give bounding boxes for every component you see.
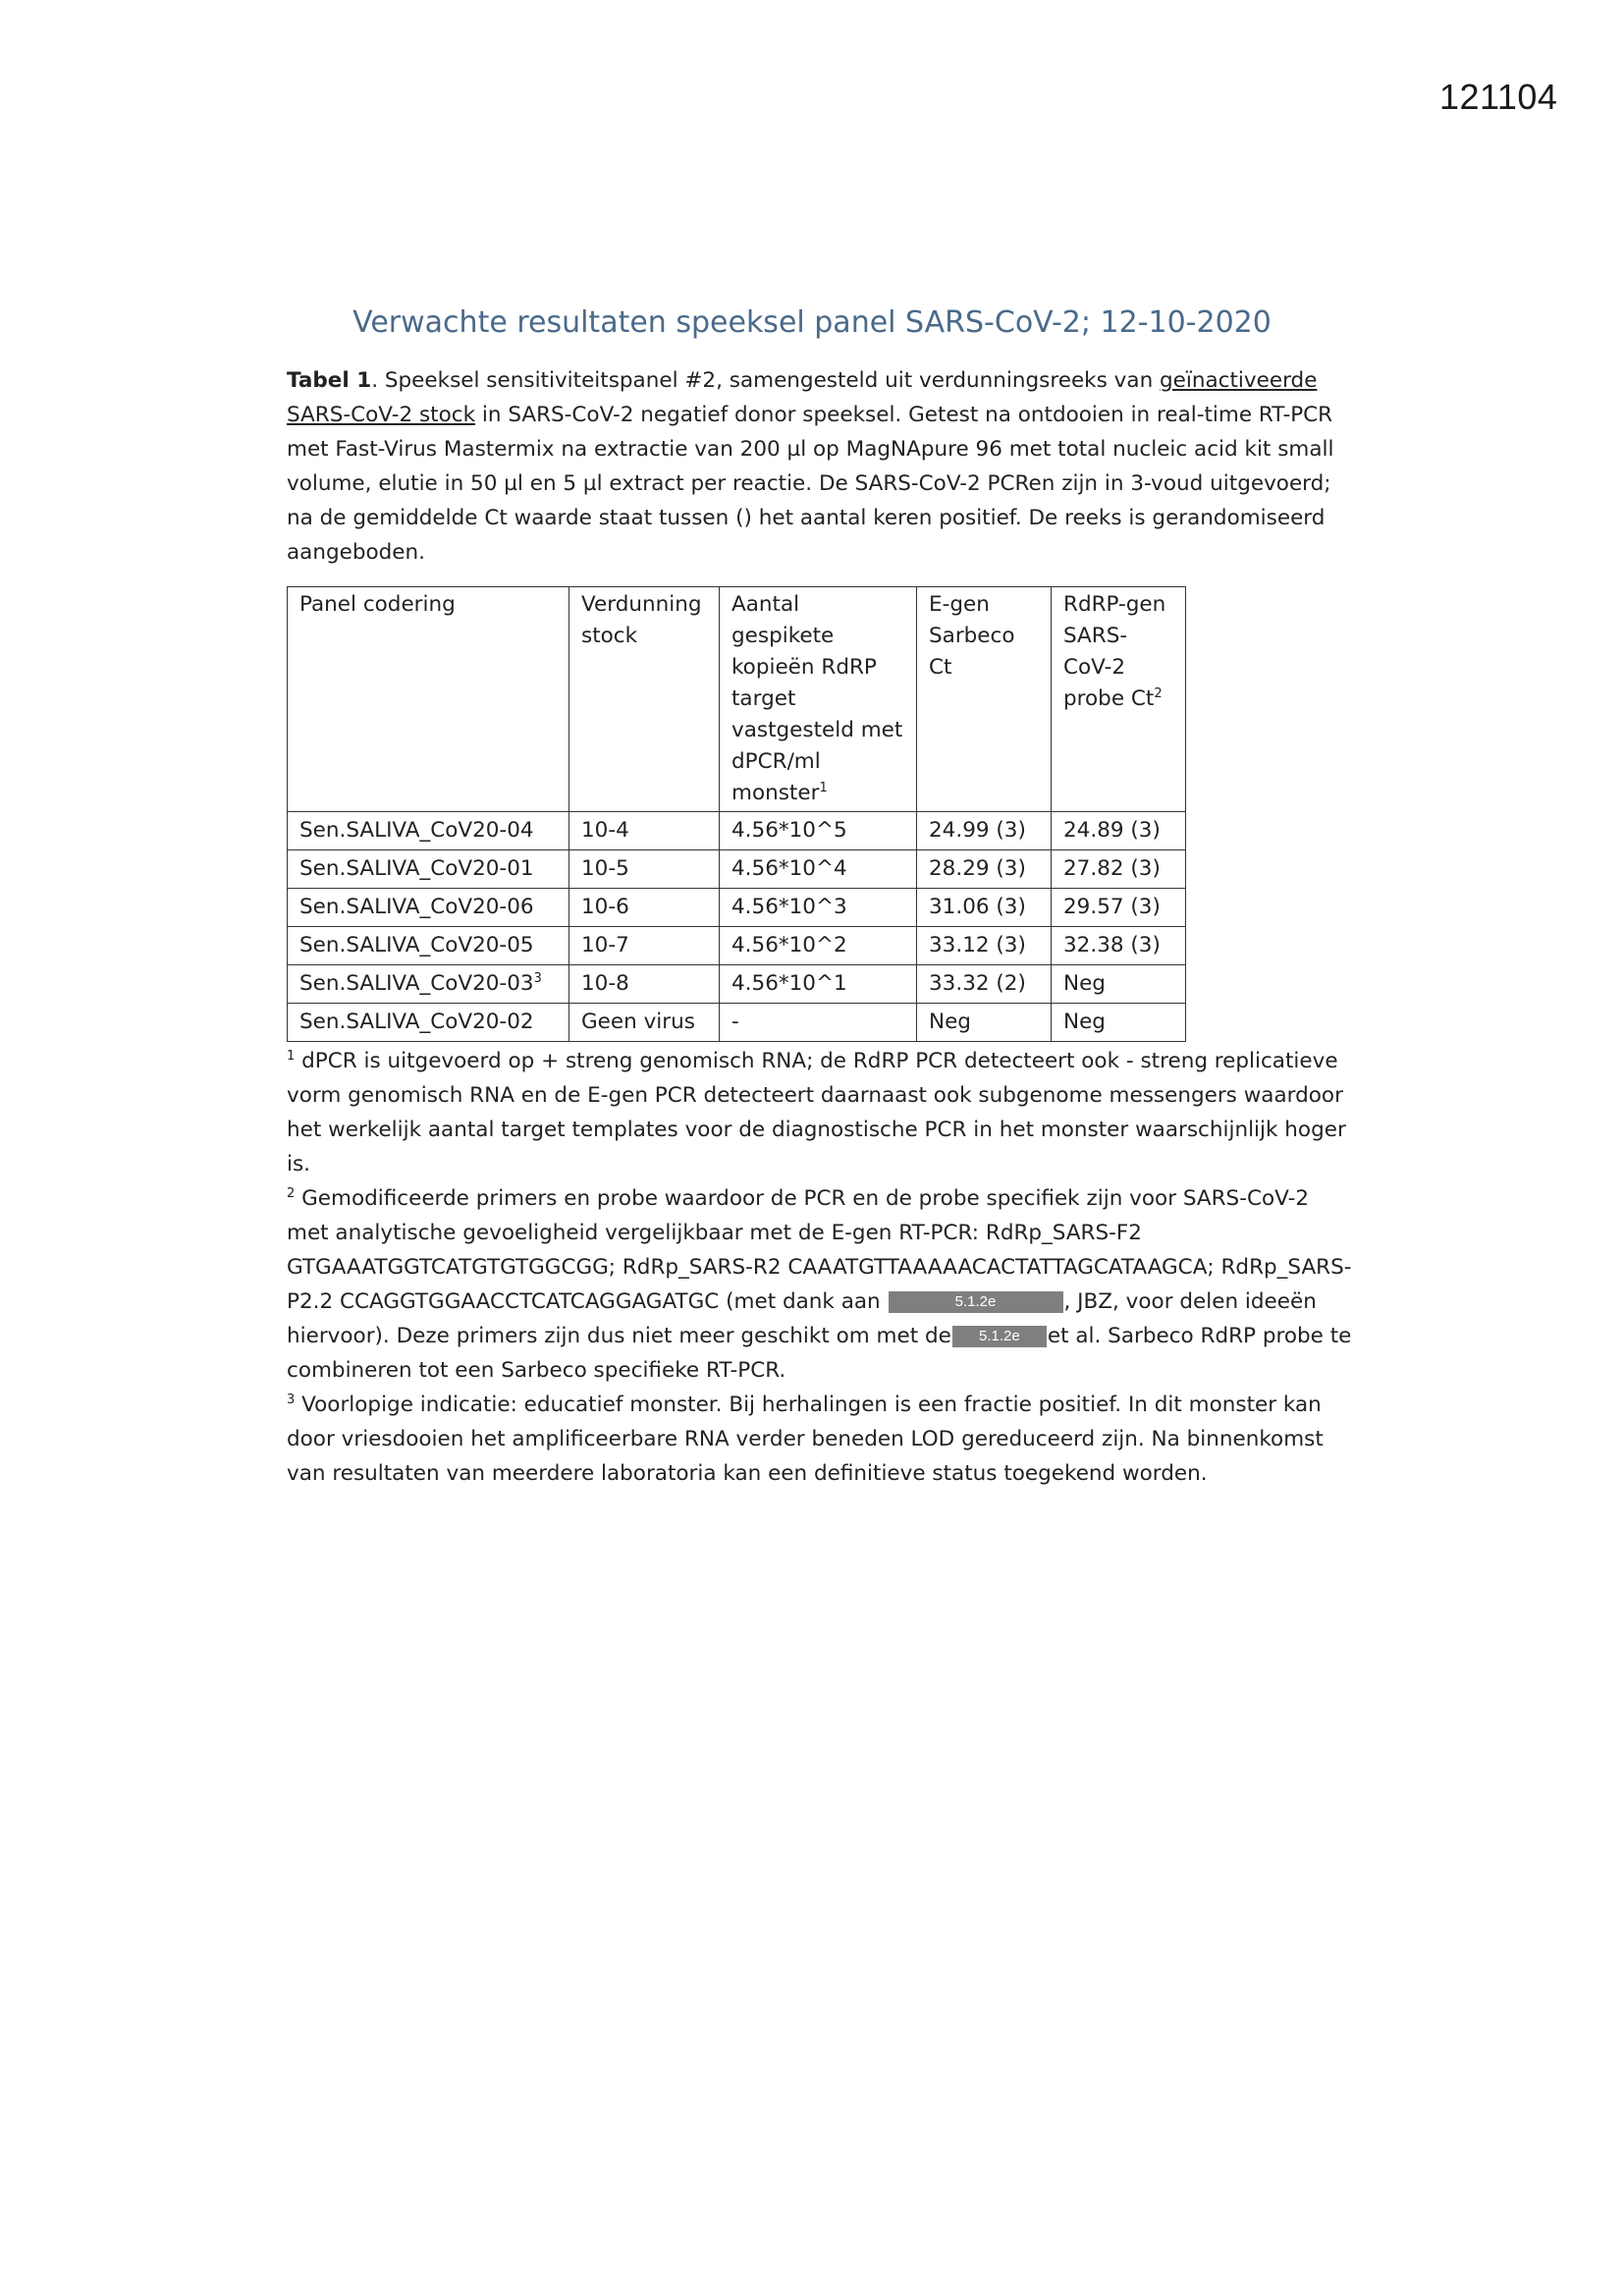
footnote-2-text-c: et al. Sarbeco RdRP probe te combineren tot een Sarbeco specifieke RT-PCR. — [287, 1324, 1352, 1383]
footnote-2-text-b: , JBZ, voor delen ideeën hiervoor). Deze primers zijn dus niet meer geschikt om met de — [287, 1289, 1317, 1348]
cell-verdunning: 10-5 — [569, 850, 720, 889]
footnote-ref-3: 3 — [533, 970, 542, 986]
cell-panel — [288, 965, 569, 1004]
cell-rdrp: 24.89 (3) — [1052, 812, 1186, 850]
caption-text-part1: . Speeksel sensitiviteitspanel #2, samengesteld uit verdunningsreeks van — [371, 368, 1161, 393]
cell-rdrp: Neg — [1052, 965, 1186, 1004]
header-egen: E-gen Sarbeco Ct — [917, 587, 1052, 812]
cell-verdunning: 10-6 — [569, 889, 720, 927]
caption-text-part2: in SARS-CoV-2 negatief donor speeksel. Getest na ontdooien in real-time RT-PCR met Fast-Virus Mastermix na extractie van 200 µl op MagNApure 96 met total nucleic acid kit small volume, elutie in 50 µl en 5 µl extract per reactie. De SARS-CoV-2 PCRen zijn in 3-voud uitgevoerd; na de gemiddelde Ct waarde staat tussen () het aantal keren positief. De reeks is gerandomiseerd aangeboden. — [287, 403, 1334, 565]
document-body — [287, 363, 1357, 1491]
cell-aantal: 4.56*10^1 — [720, 965, 917, 1004]
table-row — [288, 850, 1186, 889]
table-row — [288, 1004, 1186, 1042]
cell-rdrp: 29.57 (3) — [1052, 889, 1186, 927]
cell-panel: Sen.SALIVA_CoV20-01 — [288, 850, 569, 889]
cell-aantal: 4.56*10^2 — [720, 927, 917, 965]
footnote-1-text: dPCR is uitgevoerd op + streng genomisch RNA; de RdRP PCR detecteert ook - streng replicatieve vorm genomisch RNA en de E-gen PCR detecteert daarnaast ook subgenome messengers waardoor het werkelijk aantal target templates voor de diagnostische PCR in het monster waarschijnlijk hoger is. — [287, 1049, 1346, 1176]
cell-verdunning: 10-7 — [569, 927, 720, 965]
cell-egen: 24.99 (3) — [917, 812, 1052, 850]
footnote-ref-2: 2 — [1154, 685, 1163, 701]
results-table — [287, 586, 1186, 1042]
header-rdrp — [1052, 587, 1186, 812]
redaction-box: 5.1.2e — [952, 1326, 1047, 1347]
cell-egen: 33.12 (3) — [917, 927, 1052, 965]
table-row — [288, 889, 1186, 927]
cell-aantal: 4.56*10^5 — [720, 812, 917, 850]
cell-panel: Sen.SALIVA_CoV20-02 — [288, 1004, 569, 1042]
caption-label: Tabel 1 — [287, 368, 372, 393]
footnote-3-text: Voorlopige indicatie: educatief monster. Bij herhalingen is een fractie positief. In dit monster kan door vriesdooien het amplificeerbare RNA verder beneden LOD gereduceerd zijn. Na binnenkomst van resultaten van meerdere laboratoria kan een definitieve status toegekend worden. — [287, 1393, 1324, 1486]
footnote-2-text-a: Gemodificeerde primers en probe waardoor de PCR en de probe specifiek zijn voor SARS-CoV-2 met analytische gevoeligheid vergelijkbaar met de E-gen RT-PCR: RdRp_SARS-F2 GTGAAATGGTCATGTGTGGCGG; RdRp_SARS-R2 CAAATGTTAAAAACACTATTAGCATAAGCA; RdRp_SARS-P2.2 CCAGGTGGAACCTCATCAGGAGATGC (met dank aan — [287, 1186, 1352, 1314]
cell-rdrp: 32.38 (3) — [1052, 927, 1186, 965]
footnote-1 — [287, 1044, 1357, 1181]
cell-verdunning: 10-4 — [569, 812, 720, 850]
cell-egen: 28.29 (3) — [917, 850, 1052, 889]
footnote-1-mark: 1 — [287, 1048, 296, 1064]
cell-egen: 33.32 (2) — [917, 965, 1052, 1004]
table-row — [288, 812, 1186, 850]
cell-aantal: 4.56*10^4 — [720, 850, 917, 889]
cell-egen: 31.06 (3) — [917, 889, 1052, 927]
table-caption — [287, 363, 1357, 570]
cell-panel: Sen.SALIVA_CoV20-05 — [288, 927, 569, 965]
caption-underlined-text: geïnactiveerde SARS-CoV-2 stock — [287, 368, 1318, 427]
header-aantal — [720, 587, 917, 812]
footnote-3 — [287, 1388, 1357, 1491]
cell-verdunning: Geen virus — [569, 1004, 720, 1042]
table-row — [288, 965, 1186, 1004]
table-row — [288, 927, 1186, 965]
cell-aantal: - — [720, 1004, 917, 1042]
table-header-row — [288, 587, 1186, 812]
cell-rdrp: 27.82 (3) — [1052, 850, 1186, 889]
footnote-ref-1: 1 — [819, 780, 828, 795]
header-panel-codering: Panel codering — [288, 587, 569, 812]
cell-verdunning: 10-8 — [569, 965, 720, 1004]
footnote-2-mark: 2 — [287, 1185, 296, 1201]
cell-aantal: 4.56*10^3 — [720, 889, 917, 927]
document-title: Verwachte resultaten speeksel panel SARS-CoV-2; 12-10-2020 — [352, 305, 1272, 341]
caption-paragraph — [287, 363, 1357, 570]
header-verdunning: Verdunning stock — [569, 587, 720, 812]
cell-panel: Sen.SALIVA_CoV20-04 — [288, 812, 569, 850]
cell-panel: Sen.SALIVA_CoV20-06 — [288, 889, 569, 927]
footnote-3-mark: 3 — [287, 1392, 296, 1407]
header-rdrp-text: RdRP-gen SARS-CoV-2 probe Ct — [1063, 592, 1166, 711]
header-aantal-text: Aantal gespikete kopieën RdRP target vastgesteld met dPCR/ml monster — [731, 592, 903, 805]
footnote-2 — [287, 1181, 1357, 1388]
page-number: 121104 — [1439, 77, 1558, 117]
cell-rdrp: Neg — [1052, 1004, 1186, 1042]
redaction-box: 5.1.2e — [889, 1291, 1063, 1313]
footnotes — [287, 1044, 1357, 1491]
cell-egen: Neg — [917, 1004, 1052, 1042]
cell-panel-text: Sen.SALIVA_CoV20-03 — [299, 971, 534, 996]
